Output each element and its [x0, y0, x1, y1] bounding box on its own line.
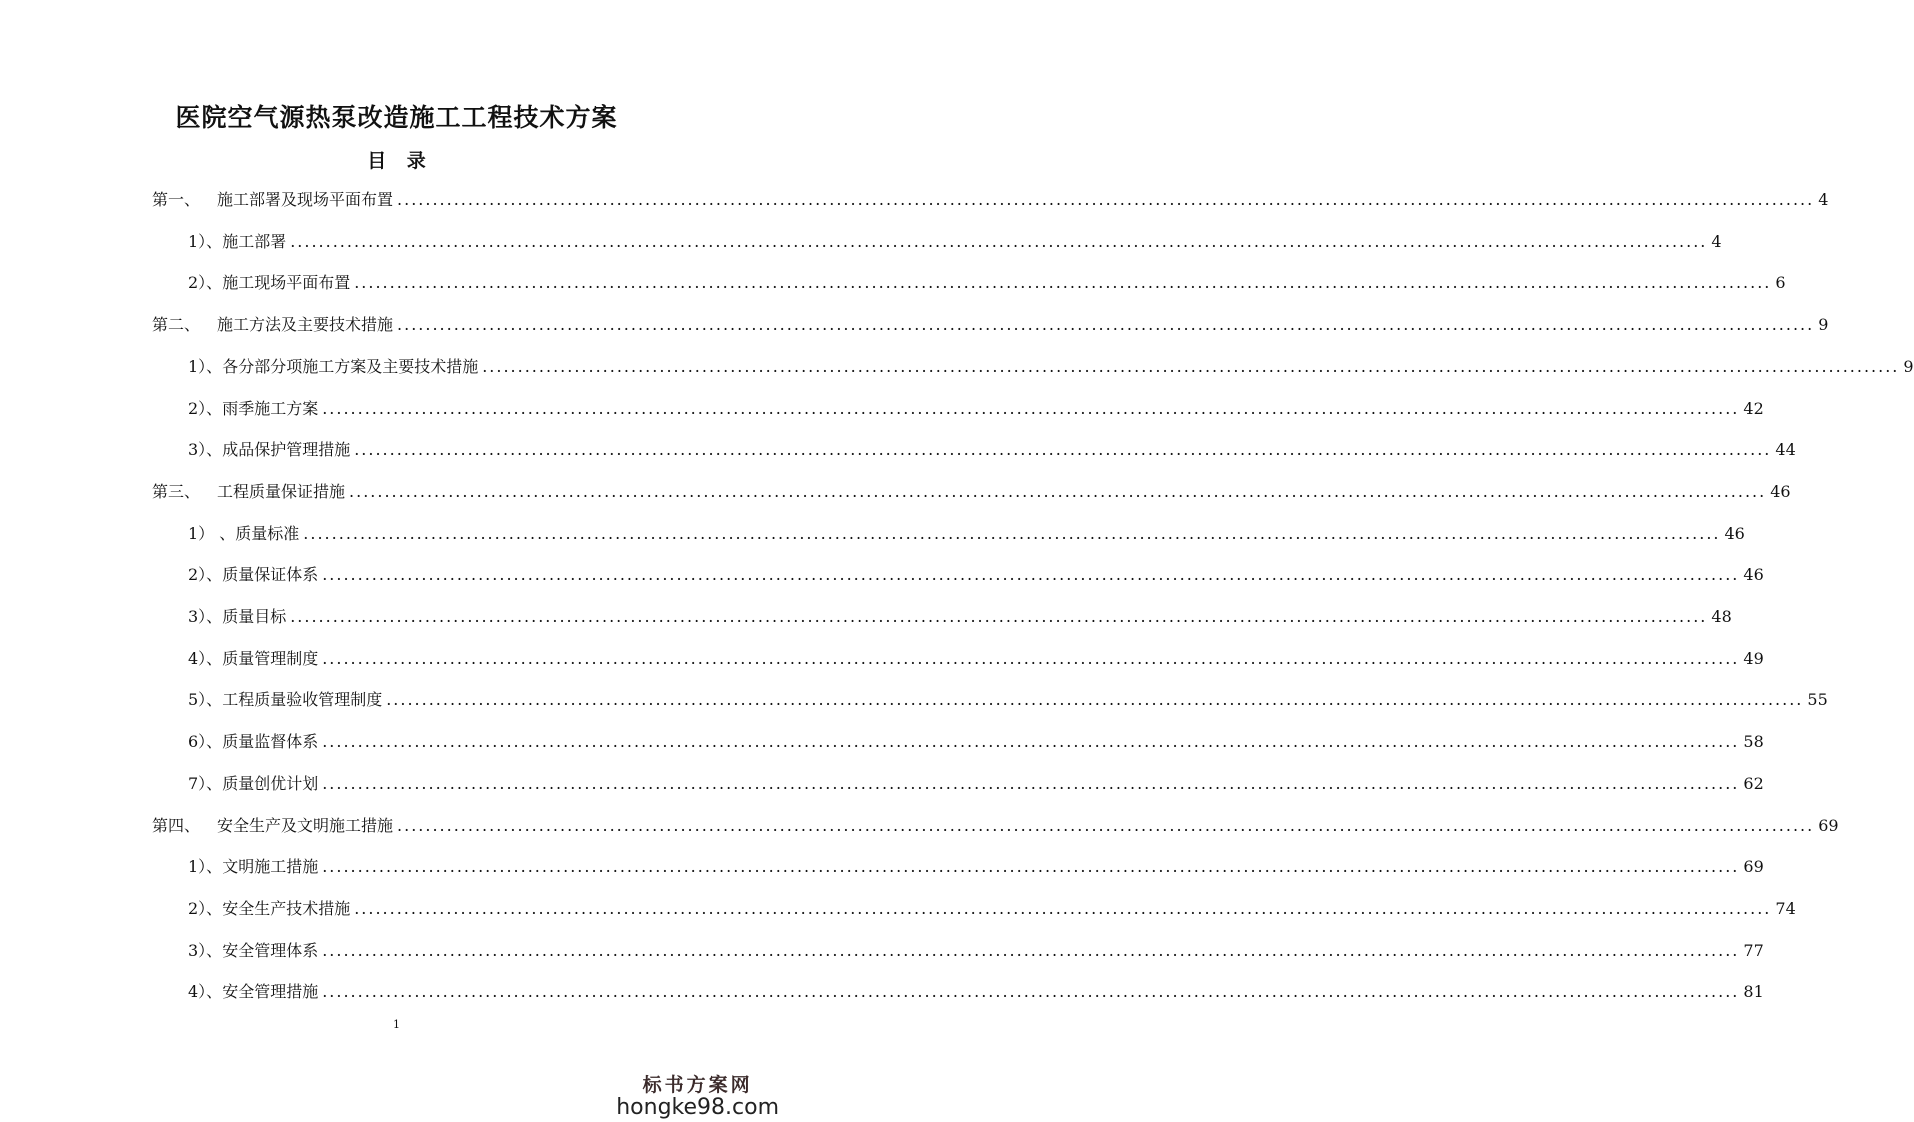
- toc-entry-label: [152, 314, 393, 336]
- toc-dot-leader: ........................................................................................................................................................................................................: [322, 857, 1740, 877]
- toc-entry-label: [188, 856, 318, 878]
- toc-entry-number: 7）、: [188, 773, 223, 793]
- toc-dot-leader: ........................................................................................................................................................................................................: [303, 523, 1721, 543]
- toc-dot-leader: ........................................................................................................................................................................................................: [322, 648, 1740, 668]
- toc-entry[interactable]: [188, 272, 1786, 294]
- toc-entry-number: 2）、: [188, 898, 223, 918]
- toc-entry-page: 62: [1743, 773, 1764, 793]
- toc-entry-text: 工程质量保证措施: [217, 481, 346, 501]
- toc-entry-text: 工程质量验收管理制度: [222, 690, 383, 710]
- toc-entry-text: 质量监督体系: [222, 732, 319, 752]
- toc-entry-text: 安全生产及文明施工措施: [217, 815, 394, 835]
- toc-entry-number: 2）、: [188, 273, 223, 293]
- toc-entry[interactable]: [188, 606, 1732, 628]
- toc-entry[interactable]: [188, 898, 1796, 920]
- toc-entry[interactable]: [188, 523, 1745, 545]
- toc-entry-label: [188, 398, 318, 420]
- toc-dot-leader: ........................................................................................................................................................................................................: [349, 481, 1767, 501]
- toc-dot-leader: ........................................................................................................................................................................................................: [482, 356, 1900, 376]
- toc-entry-page: 74: [1775, 898, 1796, 918]
- toc-entry[interactable]: [188, 856, 1764, 878]
- toc-entry-label: [188, 648, 318, 670]
- toc-entry-label: [152, 189, 393, 211]
- watermark-url: hongke98.com: [616, 1095, 779, 1120]
- toc-entry-number: 5）、: [188, 690, 223, 710]
- toc-entry[interactable]: [188, 648, 1764, 670]
- toc-dot-leader: ........................................................................................................................................................................................................: [397, 315, 1815, 335]
- toc-entry-page: 4: [1818, 190, 1829, 209]
- toc-entry-label: [152, 481, 345, 503]
- toc-entry-text: 安全生产技术措施: [222, 898, 351, 918]
- toc-entry-number: 4）、: [188, 982, 223, 1002]
- toc-entry-page: 6: [1775, 273, 1786, 293]
- toc-entry-number: 3）、: [188, 940, 223, 960]
- toc-entry-label: [188, 731, 318, 753]
- toc-entry-text: 质量管理制度: [222, 648, 319, 668]
- toc-dot-leader: ........................................................................................................................................................................................................: [397, 190, 1815, 209]
- toc-dot-leader: ........................................................................................................................................................................................................: [354, 440, 1772, 460]
- toc-entry-text: 施工部署及现场平面布置: [217, 190, 394, 209]
- toc-entry[interactable]: [152, 189, 1829, 211]
- toc-entry-number: 1）、: [188, 356, 223, 376]
- toc-entry[interactable]: [152, 481, 1791, 503]
- toc-dot-leader: ........................................................................................................................................................................................................: [290, 231, 1708, 251]
- toc-entry[interactable]: [152, 314, 1829, 336]
- toc-entry-label: [188, 940, 318, 962]
- page-number: 1: [393, 1018, 400, 1031]
- toc-dot-leader: ........................................................................................................................................................................................................: [322, 940, 1740, 960]
- toc-entry[interactable]: [188, 689, 1828, 711]
- toc-entry-page: 9: [1903, 356, 1914, 376]
- toc-entry-page: 77: [1743, 940, 1764, 960]
- toc-entry-text: 安全管理体系: [222, 940, 319, 960]
- toc-entry-number: 第四、: [152, 815, 201, 835]
- toc-entry-label: [188, 523, 299, 545]
- toc-entry-text: 雨季施工方案: [222, 398, 319, 418]
- toc-dot-leader: ........................................................................................................................................................................................................: [354, 273, 1772, 293]
- toc-entry-page: 58: [1743, 732, 1764, 752]
- toc-entry[interactable]: [188, 564, 1764, 586]
- toc-entry-label: [188, 606, 286, 628]
- toc-entry-page: 42: [1743, 398, 1764, 418]
- toc-entry[interactable]: [188, 981, 1764, 1003]
- toc-entry-text: 施工现场平面布置: [222, 273, 351, 293]
- toc-entry-text: 文明施工措施: [222, 857, 319, 877]
- toc-entry-page: 4: [1711, 231, 1722, 251]
- toc-dot-leader: ........................................................................................................................................................................................................: [290, 607, 1708, 626]
- toc-entry-text: 质量标准: [235, 523, 300, 543]
- toc-dot-leader: ........................................................................................................................................................................................................: [354, 898, 1772, 918]
- toc-entry-page: 49: [1743, 648, 1764, 668]
- toc-dot-leader: ........................................................................................................................................................................................................: [322, 982, 1740, 1002]
- toc-entry-label: [188, 439, 350, 461]
- toc-entry[interactable]: [188, 356, 1914, 378]
- toc-entry-label: [188, 689, 382, 711]
- toc-entry-number: 2）、: [188, 398, 223, 418]
- toc-entry-label: [152, 815, 393, 837]
- toc-entry-number: 3）、: [188, 440, 223, 460]
- toc-entry[interactable]: [188, 731, 1764, 753]
- toc-entry-page: 48: [1711, 607, 1732, 626]
- toc-entry-label: [188, 773, 318, 795]
- toc-dot-leader: ........................................................................................................................................................................................................: [322, 773, 1740, 793]
- toc-entry-page: 46: [1743, 565, 1764, 585]
- toc-dot-leader: ........................................................................................................................................................................................................: [322, 398, 1740, 418]
- toc-entry[interactable]: [188, 231, 1722, 253]
- toc-entry-number: 2）、: [188, 565, 223, 585]
- toc-entry-label: [188, 981, 318, 1003]
- toc-entry-text: 安全管理措施: [222, 982, 319, 1002]
- toc-entry[interactable]: [188, 773, 1764, 795]
- toc-entry-label: [188, 898, 350, 920]
- toc-entry[interactable]: [188, 439, 1796, 461]
- toc-entry-number: 第二、: [152, 315, 201, 335]
- toc-entry-page: 81: [1743, 982, 1764, 1002]
- toc-dot-leader: ........................................................................................................................................................................................................: [322, 565, 1740, 585]
- toc-entry-text: 施工部署: [222, 231, 287, 251]
- toc-entry[interactable]: [188, 940, 1764, 962]
- toc-entry-page: 46: [1724, 523, 1745, 543]
- toc-entry-label: [188, 231, 286, 253]
- toc-dot-leader: ........................................................................................................................................................................................................: [322, 732, 1740, 752]
- toc-entry-number: 第一、: [152, 190, 201, 209]
- toc-entry-page: 69: [1818, 815, 1839, 835]
- toc-entry-page: 9: [1818, 315, 1829, 335]
- toc-heading: 目 录: [367, 150, 426, 172]
- toc-entry-label: [188, 272, 350, 294]
- toc-entry[interactable]: [188, 398, 1764, 420]
- toc-entry-text: 质量保证体系: [222, 565, 319, 585]
- watermark-site-name: 标书方案网: [642, 1074, 753, 1096]
- toc-dot-leader: ........................................................................................................................................................................................................: [397, 815, 1815, 835]
- watermark: [616, 1070, 779, 1120]
- toc-entry-text: 施工方法及主要技术措施: [217, 315, 394, 335]
- toc-entry-page: 69: [1743, 857, 1764, 877]
- toc-entry-text: 各分部分项施工方案及主要技术措施: [222, 356, 479, 376]
- toc-entry-number: 1）、: [188, 857, 223, 877]
- toc-entry-label: [188, 564, 318, 586]
- toc-entry-number: 1） 、: [188, 523, 236, 543]
- toc-dot-leader: ........................................................................................................................................................................................................: [386, 690, 1804, 710]
- toc-entry-text: 成品保护管理措施: [222, 440, 351, 460]
- toc-entry-number: 1）、: [188, 231, 223, 251]
- toc-entry-number: 3）、: [188, 607, 223, 626]
- toc-entry-page: 55: [1807, 690, 1828, 710]
- toc-entry-number: 6）、: [188, 732, 223, 752]
- toc-entry-text: 质量创优计划: [222, 773, 319, 793]
- toc-entry-label: [188, 356, 478, 378]
- toc-entry-text: 质量目标: [222, 607, 287, 626]
- toc-entry-page: 46: [1770, 481, 1791, 501]
- toc-entry-number: 第三、: [152, 481, 201, 501]
- toc-entry-page: 44: [1775, 440, 1796, 460]
- toc-entry-number: 4）、: [188, 648, 223, 668]
- toc-entry[interactable]: [152, 815, 1839, 837]
- document-title: 医院空气源热泵改造施工工程技术方案: [175, 103, 618, 132]
